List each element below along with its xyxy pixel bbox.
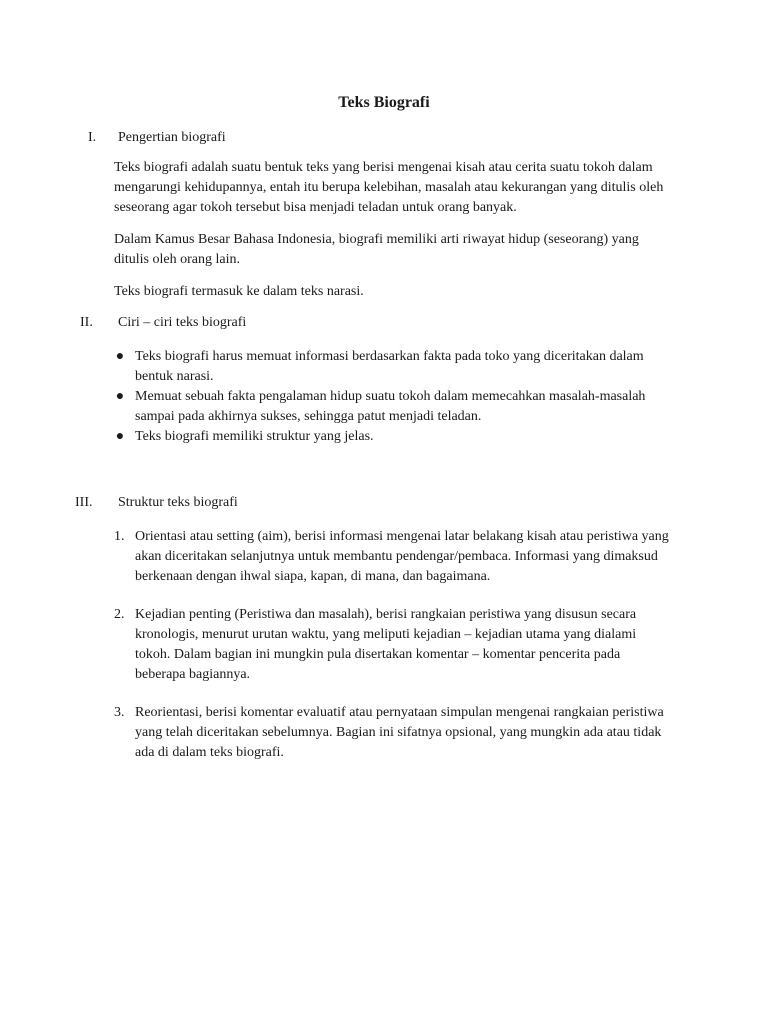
list-item-text: Memuat sebuah fakta pengalaman hidup suatu tokoh dalam memecahkan masalah-masalah sampai pada akhirnya sukses, sehingga patut menjadi teladan. [135,389,646,424]
bullet-icon: ● [115,349,125,364]
document-title: Teks Biografi [338,94,430,111]
numbered-list [114,527,674,781]
list-item-number: 3. [114,705,125,720]
section-number: III. [75,495,93,510]
list-item [114,427,674,447]
list-item [114,703,674,763]
list-item-text: Reorientasi, berisi komentar evaluatif atau pernyataan simpulan mengenai rangkaian peristiwa yang telah diceritakan sebelumnya. Bagian ini sifatnya opsional, yang mungkin ada atau tidak ada di dalam teks biografi. [135,705,664,760]
list-item [114,387,674,427]
bullet-icon: ● [115,429,125,444]
section-heading: Pengertian biografi [118,130,226,145]
section-number: II. [80,315,93,330]
section-heading: Ciri – ciri teks biografi [118,315,247,330]
paragraph: Teks biografi adalah suatu bentuk teks yang berisi mengenai kisah atau cerita suatu tokoh dalam mengarungi kehidupannya, entah itu berupa kelebihan, masalah atau kekurangan yang ditulis oleh seseorang agar tokoh tersebut bisa menjadi teladan untuk orang banyak. [114,160,664,215]
list-item-text: Teks biografi memiliki struktur yang jelas. [135,429,374,444]
list-item-text: Orientasi atau setting (aim), berisi informasi mengenai latar belakang kisah atau peristiwa yang akan diceritakan selanjutnya untuk membantu pendengar/pembaca. Informasi yang dimaksud berkenaan dengan ihwal siapa, kapan, di mana, dan bagaimana. [135,529,669,584]
list-item [114,605,674,685]
list-item-number: 1. [114,529,125,544]
list-item-text: Kejadian penting (Peristiwa dan masalah), berisi rangkaian peristiwa yang disusun secara kronologis, menurut urutan waktu, yang meliputi kejadian – kejadian utama yang dialami tokoh. Dalam bagian ini mungkin pula disertakan komentar – komentar pencerita pada beberapa bagiannya. [135,607,637,682]
list-item [114,347,674,387]
list-item [114,527,674,587]
section-number: I. [88,130,97,145]
paragraph: Dalam Kamus Besar Bahasa Indonesia, biografi memiliki arti riwayat hidup (seseorang) yang ditulis oleh orang lain. [114,232,639,267]
list-item-number: 2. [114,607,125,622]
bullet-icon: ● [115,389,125,404]
list-item-text: Teks biografi harus memuat informasi berdasarkan fakta pada toko yang diceritakan dalam bentuk narasi. [135,349,644,384]
paragraph: Teks biografi termasuk ke dalam teks narasi. [114,284,364,299]
section-heading: Struktur teks biografi [118,495,238,510]
bullet-list [114,347,674,447]
